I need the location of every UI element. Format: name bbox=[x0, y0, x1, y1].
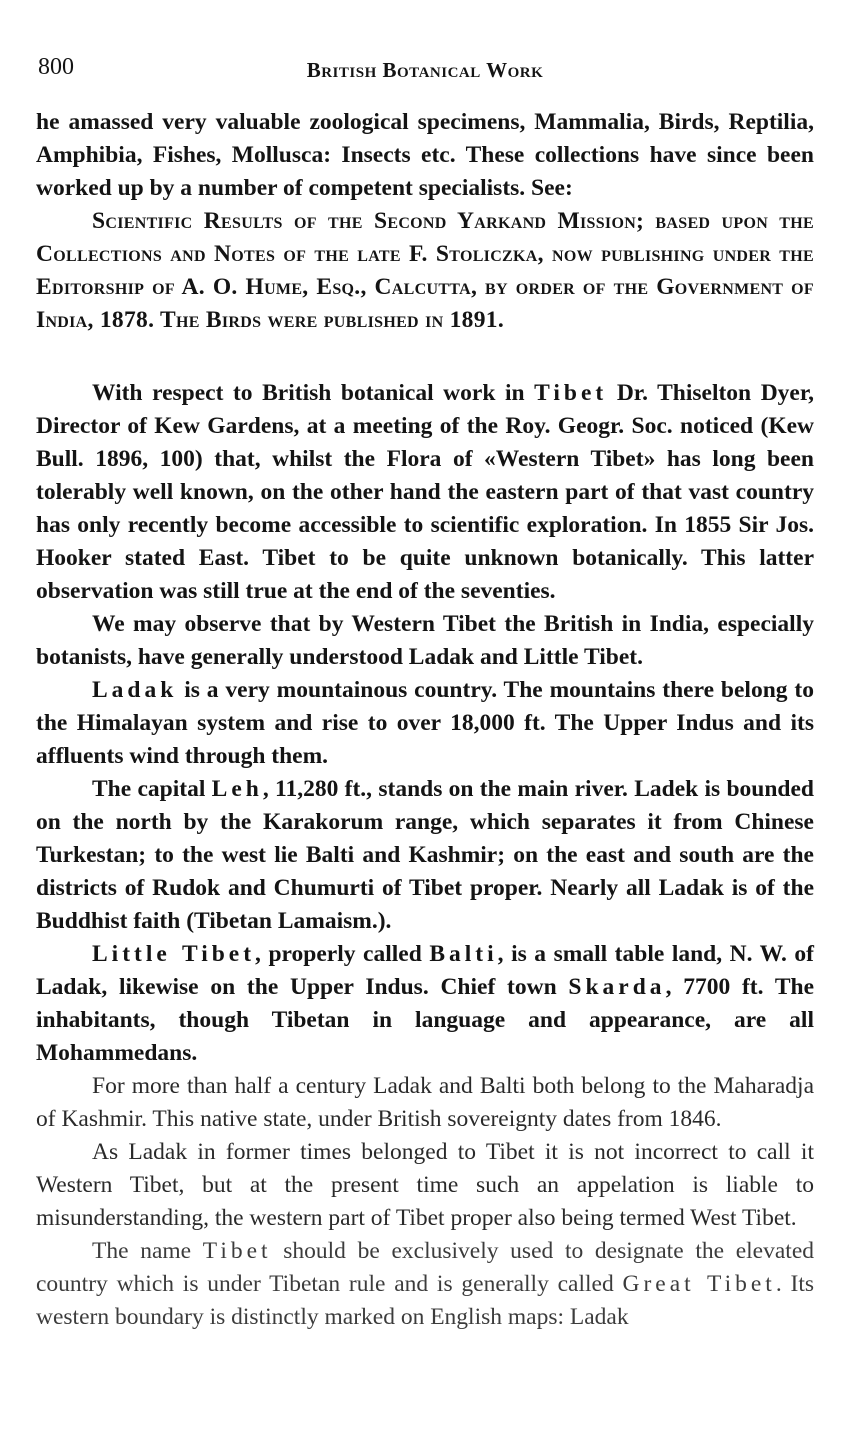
paragraph-citation: Scientific Results of the Second Yarkand Mission; based upon the Collections and Notes of the late F. Stoliczka, now publishing under the Editorship of A. O. Hume, Esq., Calcutta, by order of the Government of India, 1878. The Birds were published in 1891. bbox=[36, 208, 814, 333]
page-header bbox=[36, 48, 814, 88]
emphasis-tibet-name: Tibet bbox=[202, 1238, 272, 1264]
emphasis-little-tibet: Little Tibet bbox=[92, 941, 256, 967]
emphasis-skarda: Skarda bbox=[568, 974, 666, 1000]
book-page bbox=[36, 48, 814, 1334]
paragraph-specimens: he amassed very valuable zoological specimens, Mammalia, Birds, Reptilia, Amphibia, Fishes, Mollusca: Insects etc. These collections have since been worked up by a number of competent specialists. See: bbox=[36, 109, 814, 201]
running-head: British Botanical Work bbox=[306, 58, 544, 82]
paragraph-ladak: Ladak is a very mountainous country. The mountains there belong to the Himalayan system and rise to over 18,000 ft. The Upper Indus and its affluents wind through them. bbox=[36, 677, 814, 769]
page-number: 800 bbox=[38, 54, 74, 80]
paragraph-tibet-name: The name Tibet should be exclusively used to designate the elevated country which is under Tibetan rule and is generally called Great Tibet. Its western boundary is distinctly marked on English maps: Ladak bbox=[36, 1238, 814, 1330]
paragraph-little-tibet: Little Tibet, properly called Balti, is a small table land, N. W. of Ladak, likewise on the Upper Indus. Chief town Skarda, 7700 ft. The inhabitants, though Tibetan in language and appearance, are all Mohammedans. bbox=[36, 941, 814, 1066]
paragraph-leh: The capital Leh, 11,280 ft., stands on the main river. Ladek is bounded on the north by the Karakorum range, which separates it from Chinese Turkestan; to the west lie Balti and Kashmir; on the east and south are the districts of Rudok and Chumurti of Tibet proper. Nearly all Ladak is of the Buddhist faith (Tibetan Lamaism.). bbox=[36, 776, 814, 934]
emphasis-leh: Leh bbox=[211, 776, 263, 802]
paragraph-naming: As Ladak in former times belonged to Tibet it is not incorrect to call it Western Tibet, but at the present time such an appelation is liable to misunderstanding, the western part of Tibet proper also being termed West Tibet. bbox=[36, 1139, 814, 1231]
paragraph-western-tibet: We may observe that by Western Tibet the British in India, especially botanists, have generally understood Ladak and Little Tibet. bbox=[36, 611, 814, 670]
paragraph-kashmir: For more than half a century Ladak and Balti both belong to the Maharadja of Kashmir. This native state, under British sovereignty dates from 1846. bbox=[36, 1073, 814, 1132]
emphasis-ladak: Ladak bbox=[92, 677, 178, 703]
emphasis-tibet: Tibet bbox=[534, 380, 608, 406]
paragraph-botanical-work: With respect to British botanical work in Tibet Dr. Thiselton Dyer, Director of Kew Gardens, at a meeting of the Roy. Geogr. Soc. noticed (Kew Bull. 1896, 100) that, whilst the Flora of «Western Tibet» has long been tolerably well known, on the other hand the eastern part of that vast country has only recently become accessible to scientific exploration. In 1855 Sir Jos. Hooker stated East. Tibet to be quite unknown botanically. This latter observation was still true at the end of the seventies. bbox=[36, 380, 814, 604]
emphasis-balti: Balti bbox=[429, 941, 498, 967]
emphasis-great-tibet: Great Tibet bbox=[622, 1271, 776, 1297]
